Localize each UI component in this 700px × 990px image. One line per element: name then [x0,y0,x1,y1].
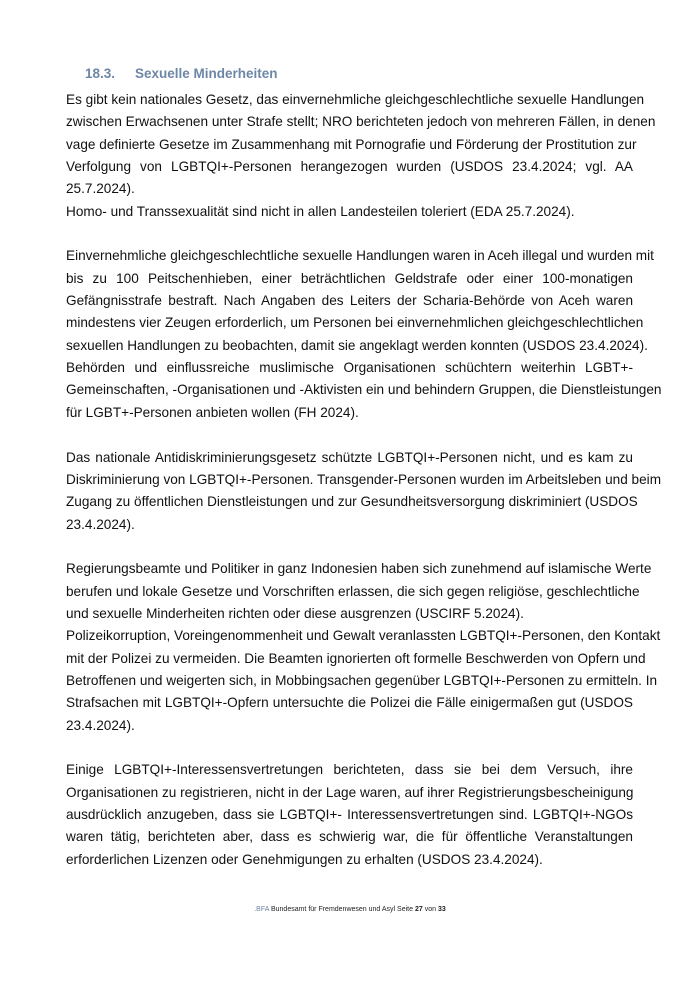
text-line: waren tätig, berichteten aber, dass es schwierig war, die für öffentliche Veranstaltungen [66,829,633,845]
text-line: Verfolgung von LGBTQI+-Personen herangezogen wurden (USDOS 23.4.2024; vgl. AA [66,159,633,175]
paragraph [66,759,633,871]
text-line: erforderlichen Lizenzen oder Genehmigungen zu erhalten (USDOS 23.4.2024). [66,851,543,867]
text-line: für LGBT+-Personen anbieten wollen (FH 2024). [66,404,359,420]
text-line: Einige LGBTQI+-Interessensvertretungen berichteten, dass sie bei dem Versuch, ihre [66,762,633,778]
paragraph [66,89,656,201]
paragraph [66,201,633,223]
text-line: berufen und lokale Gesetze und Vorschriften erlassen, die sich gegen religiöse, geschlechtliche [66,583,640,599]
text-line: Einvernehmliche gleichgeschlechtliche sexuelle Handlungen waren in Aceh illegal und wurden mit [66,248,654,264]
text-line: vage definierte Gesetze im Zusammenhang mit Pornografie und Förderung der Prostitution zur [66,136,637,152]
text-line: zwischen Erwachsenen unter Strafe stellt; NRO berichteten jedoch von mehreren Fällen, in denen [66,114,656,130]
text-line: 23.4.2024). [66,717,135,733]
text-line: Regierungsbeamte und Politiker in ganz Indonesien haben sich zunehmend auf islamische Werte [66,561,652,577]
paragraph [66,357,662,424]
text-line: Gefängnisstrafe bestraft. Nach Angaben des Leiters der Scharia-Behörde von Aceh waren [66,293,633,309]
paragraph-spacer [66,223,633,245]
text-line: Strafsachen mit LGBTQI+-Opfern untersuchte die Polizei die Fälle einigermaßen gut (USDOS [66,695,633,711]
paragraph [66,447,662,536]
document-body [66,89,662,871]
footer-of-label: von [424,906,437,913]
paragraph [66,245,654,357]
text-line: Das nationale Antidiskriminierungsgesetz schützte LGBTQI+-Personen nicht, und es kam zu [66,449,633,465]
section-title: Sexuelle Minderheiten [135,66,278,81]
text-line: Polizeikorruption, Voreingenommenheit und Gewalt veranlassten LGBTQI+-Personen, den Kontakt [66,628,661,644]
paragraph-spacer [66,424,633,446]
text-line: Homo- und Transsexualität sind nicht in allen Landesteilen toleriert (EDA 25.7.2024). [66,203,575,219]
paragraph [66,625,661,737]
text-line: 25.7.2024). [66,181,135,197]
text-line: Diskriminierung von LGBTQI+-Personen. Transgender-Personen wurden im Arbeitsleben und beim [66,471,662,487]
text-line: sexuellen Handlungen zu beobachten, damit sie angeklagt werden konnten (USDOS 23.4.2024). [66,337,648,353]
text-line: Gemeinschaften, -Organisationen und -Aktivisten ein und behindern Gruppen, die Dienstleistungen [66,382,662,398]
paragraph-spacer [66,737,633,759]
text-line: Organisationen zu registrieren, nicht in der Lage waren, auf ihrer Registrierungsbescheinigung [66,784,634,800]
text-line: mindestens vier Zeugen erforderlich, um Personen bei einvernehmlichen gleichgeschlechtlichen [66,315,644,331]
footer-logo: .BFA [254,906,270,913]
page-footer [0,906,700,913]
footer-page-label: Seite [397,906,414,913]
text-line: Zugang zu öffentlichen Dienstleistungen und zur Gesundheitsversorgung diskriminiert (USDOS [66,494,638,510]
text-line: bis zu 100 Peitschenhieben, einer beträchtlichen Geldstrafe oder einer 100-monatigen [66,270,633,286]
text-line: ausdrücklich anzugeben, dass sie LGBTQI+- Interessensvertretungen sind. LGBTQI+-NGOs [66,807,633,822]
footer-page-total: 33 [437,906,446,913]
section-heading [85,66,278,81]
footer-page-number: 27 [414,906,423,913]
paragraph [66,558,652,625]
paragraph-spacer [66,536,633,558]
footer-org: Bundesamt für Fremdenwesen und Asyl [270,906,396,913]
text-line: Behörden und einflussreiche muslimische Organisationen schüchtern weiterhin LGBT+- [66,360,633,376]
text-line: 23.4.2024). [66,516,135,532]
text-line: und sexuelle Minderheiten richten oder diese ausgrenzen (USCIRF 5.2024). [66,605,524,621]
text-line: Betroffenen und weigerten sich, in Mobbingsachen gegenüber LGBTQI+-Personen zu ermitteln. In [66,672,658,688]
text-line: Es gibt kein nationales Gesetz, das einvernehmliche gleichgeschlechtliche sexuelle Handlungen [66,92,645,107]
section-number: 18.3. [85,66,116,81]
text-line: mit der Polizei zu vermeiden. Die Beamten ignorierten oft formelle Beschwerden von Opfern und [66,650,646,666]
